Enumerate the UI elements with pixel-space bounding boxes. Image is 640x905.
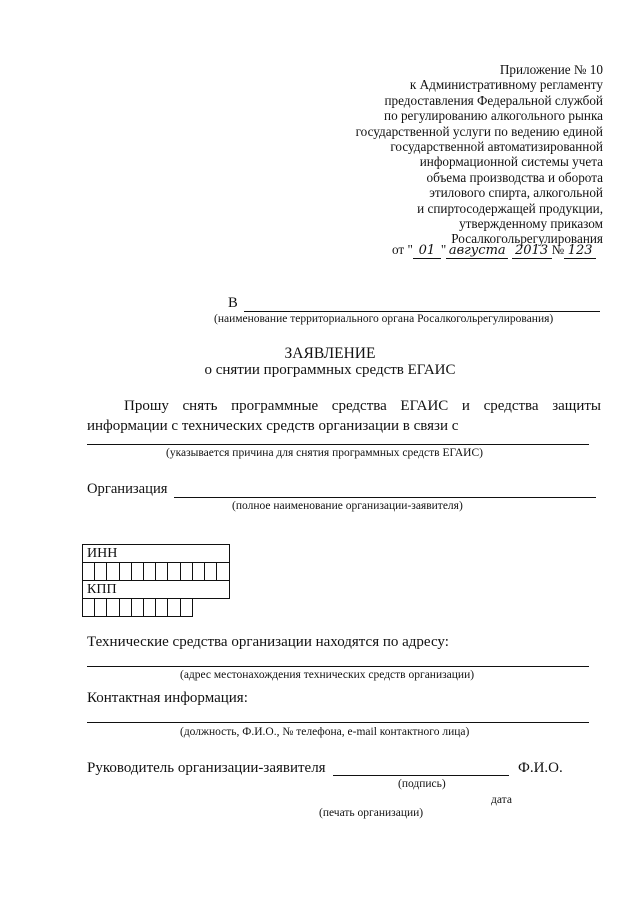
date-month: августа xyxy=(446,243,508,259)
fio-label: Ф.И.О. xyxy=(518,760,563,776)
document-subtitle: о снятии программных средств ЕГАИС xyxy=(204,362,456,378)
inn-cell[interactable] xyxy=(217,563,230,581)
inn-cell[interactable] xyxy=(180,563,192,581)
header-line: и спиртосодержащей продукции, xyxy=(417,200,603,216)
signature-field[interactable] xyxy=(333,775,509,776)
reason-field[interactable] xyxy=(87,444,589,445)
kpp-cell[interactable] xyxy=(119,599,131,617)
header-line: государственной автоматизированной xyxy=(390,139,603,155)
header-line: предоставления Федеральной службой xyxy=(384,92,603,108)
kpp-cell[interactable] xyxy=(83,599,95,617)
kpp-spacer xyxy=(217,599,230,617)
head-label: Руководитель организации-заявителя xyxy=(87,760,326,776)
header-line: к Административному регламенту xyxy=(409,77,603,93)
inn-cell[interactable] xyxy=(192,563,204,581)
date-day: 01 xyxy=(413,243,441,259)
document-title: ЗАЯВЛЕНИЕ xyxy=(284,345,376,362)
header-line: информационной системы учета xyxy=(419,154,603,170)
inn-cell[interactable] xyxy=(131,563,143,581)
addressee-field[interactable] xyxy=(244,311,600,312)
inn-label: ИНН xyxy=(83,545,230,563)
inn-cell[interactable] xyxy=(119,563,131,581)
inn-kpp-grid xyxy=(82,544,230,617)
date-year: 2013 xyxy=(512,243,552,259)
address-field[interactable] xyxy=(87,666,589,667)
organization-field[interactable] xyxy=(174,497,596,498)
appendix-header xyxy=(303,62,603,247)
kpp-spacer xyxy=(205,599,217,617)
request-line-2: информации с технических средств организации в связи с xyxy=(87,418,459,434)
contact-caption: (должность, Ф.И.О., № телефона, e-mail контактного лица) xyxy=(180,726,470,738)
inn-cell[interactable] xyxy=(83,563,95,581)
inn-cell[interactable] xyxy=(95,563,107,581)
address-label: Технические средства организации находятся по адресу: xyxy=(87,634,449,650)
contact-field[interactable] xyxy=(87,722,589,723)
header-line: государственной услуги по ведению единой xyxy=(355,123,603,139)
header-line: по регулированию алкогольного рынка xyxy=(384,108,603,124)
date-mid: " xyxy=(440,242,447,257)
addressee-caption: (наименование территориального органа Росалкогольрегулирования) xyxy=(214,313,554,325)
date-prefix: от " xyxy=(392,242,413,257)
kpp-spacer xyxy=(192,599,204,617)
header-line: объема производства и оборота xyxy=(426,169,603,185)
reason-caption: (указывается причина для снятия программных средств ЕГАИС) xyxy=(166,447,483,459)
organization-caption: (полное наименование организации-заявителя) xyxy=(232,500,463,512)
kpp-cell[interactable] xyxy=(156,599,168,617)
header-line: утвержденному приказом xyxy=(459,216,603,232)
header-line: этилового спирта, алкогольной xyxy=(429,185,603,201)
kpp-label: КПП xyxy=(83,581,230,599)
address-caption: (адрес местонахождения технических средств организации) xyxy=(180,669,475,681)
contact-label: Контактная информация: xyxy=(87,690,248,706)
kpp-cell[interactable] xyxy=(168,599,180,617)
request-line-1: Прошу снять программные средства ЕГАИС и средства защиты xyxy=(124,398,601,414)
header-line: Росалкогольрегулирования xyxy=(451,231,603,247)
addressee-prefix: В xyxy=(228,295,238,311)
organization-label: Организация xyxy=(87,481,168,497)
kpp-cell[interactable] xyxy=(107,599,119,617)
inn-cell[interactable] xyxy=(205,563,217,581)
order-date-line xyxy=(392,242,596,259)
inn-cell[interactable] xyxy=(107,563,119,581)
kpp-cell[interactable] xyxy=(144,599,156,617)
inn-cell[interactable] xyxy=(144,563,156,581)
kpp-cell[interactable] xyxy=(131,599,143,617)
inn-cell[interactable] xyxy=(168,563,180,581)
inn-digit-cells[interactable] xyxy=(83,563,230,581)
inn-cell[interactable] xyxy=(156,563,168,581)
seal-caption: (печать организации) xyxy=(319,807,424,819)
number-sign: № xyxy=(551,242,565,257)
date-caption: дата xyxy=(491,794,512,806)
kpp-cell[interactable] xyxy=(95,599,107,617)
header-line: Приложение № 10 xyxy=(499,62,603,77)
kpp-cell[interactable] xyxy=(180,599,192,617)
order-number: 123 xyxy=(564,243,596,259)
kpp-digit-cells[interactable] xyxy=(83,599,230,617)
signature-caption: (подпись) xyxy=(398,778,446,790)
